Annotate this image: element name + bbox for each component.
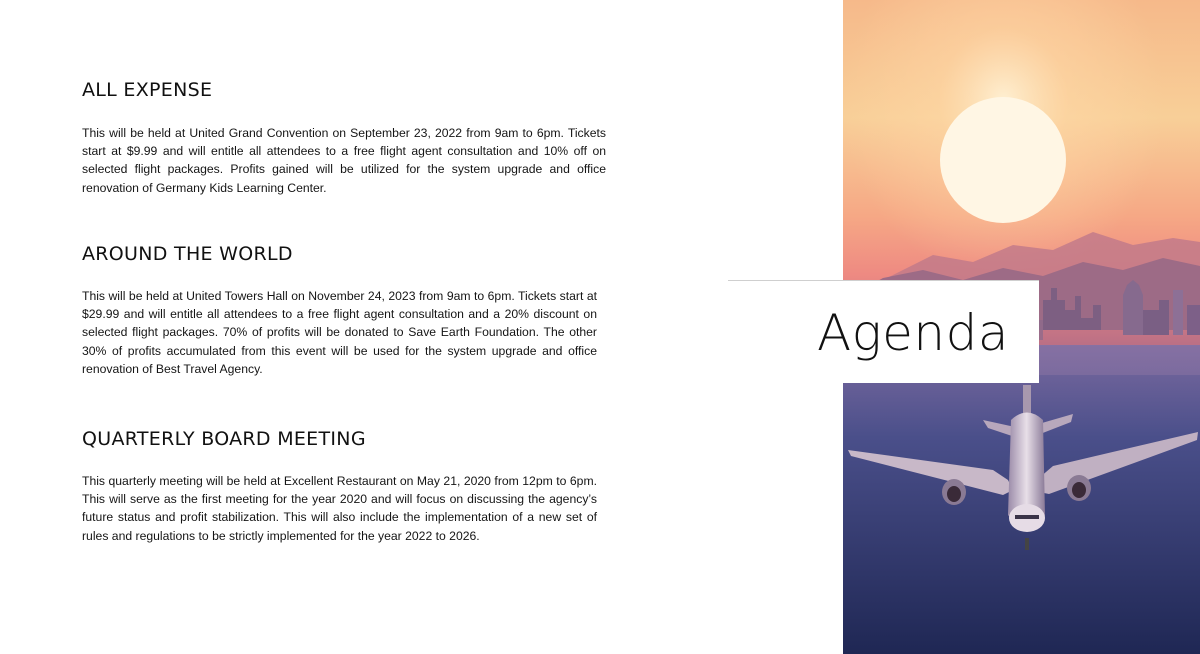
- section-heading: QUARTERLY BOARD MEETING: [82, 428, 366, 450]
- section-around-the-world: [82, 243, 597, 378]
- section-body: This will be held at United Grand Convention on September 23, 2022 from 9am to 6pm. Tickets start at $9.99 and will entitle all attendees to a free flight agent consultation and 10% off on selected flight packages. Profits gained will be utilized for the system upgrade and office renovation of Germany Kids Learning Center.: [82, 126, 606, 195]
- section-body: This quarterly meeting will be held at Excellent Restaurant on May 21, 2020 from 12pm to 6pm. This will serve as the first meeting for the year 2020 and will focus on discussing the agency’s future status and profit stabilization. This will also include the implementation of a new set of rules and regulations to be strictly implemented for the year 2022 to 2026.: [82, 474, 597, 543]
- section-all-expense: [82, 79, 606, 197]
- agenda-title-card: [728, 280, 1039, 383]
- agenda-title: Agenda: [816, 304, 1009, 362]
- section-heading: AROUND THE WORLD: [82, 243, 293, 265]
- section-heading: ALL EXPENSE: [82, 79, 213, 101]
- section-quarterly-board-meeting: [82, 428, 597, 545]
- section-body: This will be held at United Towers Hall on November 24, 2023 from 9am to 6pm. Tickets start at $29.99 and will entitle all attendees to a free flight agent consultation and a 20% discount on selected flight packages. 70% of profits will be donated to Save Earth Foundation. The other 30% of profits accumulated from this event will be used for the system upgrade and office renovation of Best Travel Agency.: [82, 289, 597, 376]
